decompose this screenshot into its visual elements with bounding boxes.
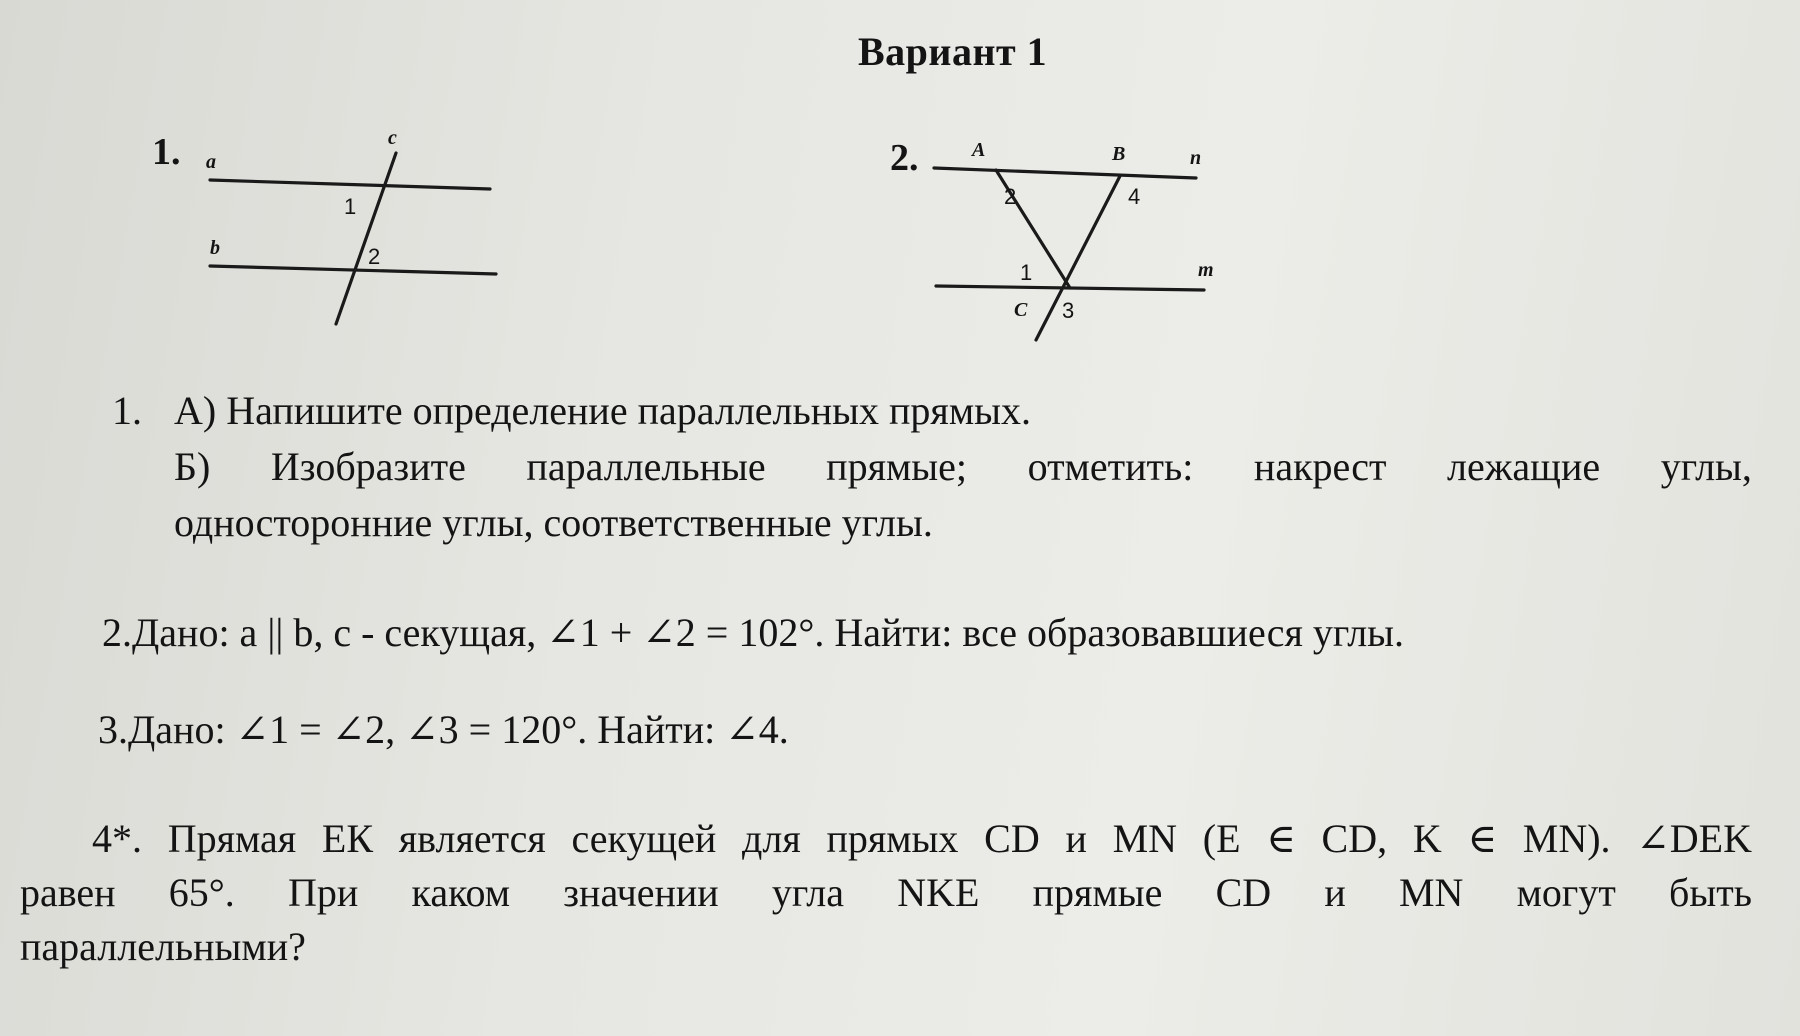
- task-1-part-b-word: накрест: [1253, 444, 1387, 489]
- task-1-part-a: А) Напишите определение параллельных прямых.: [174, 388, 1032, 433]
- task-1-part-b-word: параллельные: [526, 444, 766, 489]
- angle-3-label: 3: [1062, 298, 1075, 323]
- task-1-part-b-word: отметить:: [1027, 444, 1194, 489]
- figure-2: [890, 137, 1214, 340]
- task-1: [112, 383, 1752, 551]
- task-1-part-b-word: лежащие: [1447, 444, 1601, 489]
- task-4-word: CD: [1215, 870, 1272, 915]
- figure-1-number: 1.: [152, 131, 181, 173]
- line-n: [934, 168, 1196, 178]
- transversal-c: [336, 153, 396, 324]
- task-4-word: угла: [771, 870, 844, 915]
- task-1-part-b-word: Изобразите: [270, 444, 466, 489]
- line-bc: [1036, 176, 1120, 340]
- task-4-word: При: [287, 870, 359, 915]
- label-c: c: [388, 127, 397, 149]
- task-1-number: 1.: [112, 388, 142, 433]
- task-1-part-b-word: Б): [174, 444, 211, 489]
- task-3: 3.Дано: ∠1 = ∠2, ∠3 = 120°. Найти: ∠4.: [98, 707, 789, 752]
- task-1-part-a-line: [112, 383, 1752, 439]
- task-1-part-b-continuation: односторонние углы, соответственные углы.: [174, 500, 933, 545]
- task-2: 2.Дано: a || b, c - секущая, ∠1 + ∠2 = 102°. Найти: все образовавшиеся углы.: [102, 610, 1405, 655]
- angle-1-label: 1: [1020, 260, 1033, 285]
- task-1-part-b-word: углы,: [1660, 444, 1752, 489]
- label-m: m: [1198, 259, 1214, 281]
- task-1-part-b: [112, 439, 1752, 495]
- task-4-line-2: [20, 866, 1752, 920]
- angle-2-label: 2: [368, 244, 381, 269]
- label-n: n: [1190, 147, 1202, 169]
- task-4-word: MN: [1398, 870, 1464, 915]
- task-4-word: прямые: [1032, 870, 1163, 915]
- task-4-line-1: 4*. Прямая ЕК является секущей для прямых CD и MN (E ∈ CD, K ∈ MN). ∠DEK: [92, 816, 1752, 861]
- line-a: [210, 180, 490, 189]
- task-4-word: и: [1324, 870, 1346, 915]
- task-4-word: равен: [20, 870, 116, 915]
- task-4-word: 65°.: [168, 870, 235, 915]
- task-4-word: значении: [563, 870, 719, 915]
- angle-2-label: 2: [1004, 184, 1017, 209]
- task-4-word: быть: [1669, 870, 1752, 915]
- task-4-word: каком: [411, 870, 511, 915]
- page-title: Вариант 1: [858, 29, 1048, 74]
- figure-1: [152, 127, 496, 324]
- label-C: C: [1014, 299, 1028, 321]
- figures-area: [0, 0, 1800, 360]
- label-A: A: [972, 139, 986, 161]
- figure-2-number: 2.: [890, 137, 919, 179]
- task-1-part-b-word: прямые;: [826, 444, 968, 489]
- angle-4-label: 4: [1128, 184, 1141, 209]
- task-4: [20, 812, 1752, 974]
- task-4-word: NKE: [897, 870, 980, 915]
- task-4-line-3: параллельными?: [20, 924, 306, 969]
- label-a: a: [206, 151, 216, 173]
- task-4-word: могут: [1516, 870, 1616, 915]
- label-b: b: [210, 237, 220, 259]
- label-B: B: [1112, 143, 1126, 165]
- angle-1-label: 1: [344, 194, 357, 219]
